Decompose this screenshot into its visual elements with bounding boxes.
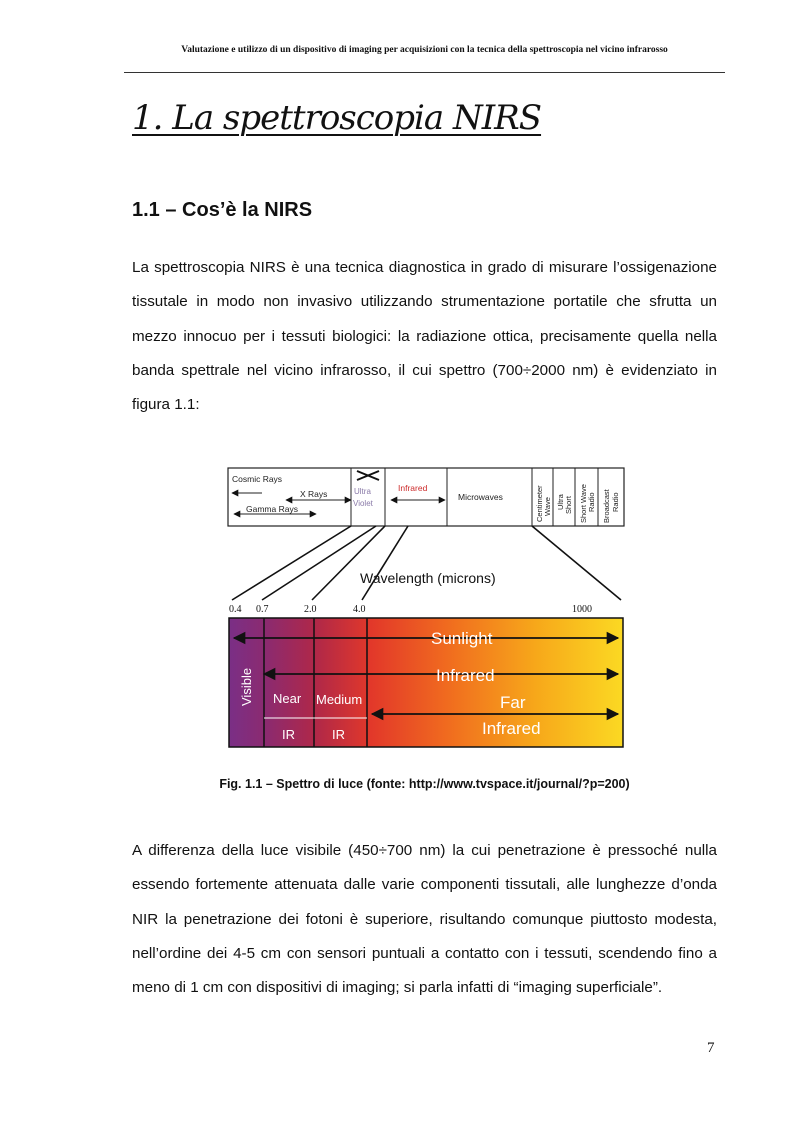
band-microwaves: Microwaves	[458, 492, 503, 502]
band-broadcast: Broadcast	[602, 489, 611, 523]
band-x-rays: X Rays	[300, 489, 328, 499]
band-radio-2: Radio	[611, 492, 620, 512]
band-violet: Violet	[353, 499, 373, 508]
band-short-wave: Short Wave	[579, 484, 588, 523]
label-far: Far	[500, 693, 526, 712]
wavelength-ticks	[229, 604, 592, 615]
ir-spectrum-block	[229, 618, 623, 747]
band-cosmic-rays: Cosmic Rays	[232, 474, 283, 484]
em-spectrum-bar	[228, 468, 624, 526]
label-medium: Medium	[316, 692, 363, 707]
page-number: 7	[707, 1040, 715, 1056]
label-sunlight: Sunlight	[431, 629, 493, 648]
band-centimeter-wave: Wave	[543, 497, 552, 516]
zoom-lines	[232, 526, 621, 600]
band-ultra-short: Ultra	[556, 494, 565, 510]
label-medium-ir: IR	[332, 727, 345, 742]
running-header: Valutazione e utilizzo di un dispositivo di imaging per acquisizioni con la tecnica della spettroscopia nel vicino infrarosso	[181, 45, 668, 55]
header-divider	[124, 72, 725, 73]
band-gamma-rays: Gamma Rays	[246, 504, 298, 514]
band-ultra: Ultra	[354, 487, 371, 496]
tick-0.4: 0.4	[229, 604, 242, 615]
chapter-title: 1. La spettroscopia NIRS	[132, 98, 542, 138]
tick-0.7: 0.7	[256, 604, 269, 615]
label-near-ir: IR	[282, 727, 295, 742]
band-radio-1: Radio	[587, 492, 596, 512]
label-near: Near	[273, 691, 302, 706]
tick-1000: 1000	[572, 604, 592, 615]
label-infrared: Infrared	[436, 666, 495, 685]
wavelength-label: Wavelength (microns)	[360, 570, 496, 586]
band-short: Short	[564, 496, 573, 514]
tick-2.0: 2.0	[304, 604, 317, 615]
tick-4.0: 4.0	[353, 604, 366, 615]
band-centimeter: Centimeter	[535, 485, 544, 522]
spectrum-figure	[226, 466, 628, 750]
label-far-infrared: Infrared	[482, 719, 541, 738]
figure-caption: Fig. 1.1 – Spettro di luce (fonte: http://www.tvspace.it/journal/?p=200)	[219, 777, 630, 791]
section-title: 1.1 – Cos’è la NIRS	[132, 199, 313, 221]
paragraph-penetration: A differenza della luce visibile (450÷700 nm) la cui penetrazione è pressoché nulla essendo fortemente attenuata dalle varie componenti tissutali, alle lunghezze d’onda NIR la penetrazione dei fotoni è superiore, risultando comunque piuttosto modesta, nell’ordine dei 4-5 cm con sensori puntuali a contatto con i tessuti, scendendo fino a meno di 1 cm con dispositivi di imaging; si parla infatti di “imaging superficiale”.	[132, 842, 717, 997]
band-infrared: Infrared	[398, 483, 428, 493]
paragraph-intro: La spettroscopia NIRS è una tecnica diagnostica in grado di misurare l’ossigenazione tissutale in modo non invasivo utilizzando strumentazione portatile che sfrutta un mezzo innocuo per i tessuti biologici: la radiazione ottica, precisamente quella nella banda spettrale nel vicino infrarosso, il cui spettro (700÷2000 nm) è evidenziato in figura 1.1:	[132, 259, 717, 414]
label-visible: Visible	[239, 667, 254, 706]
